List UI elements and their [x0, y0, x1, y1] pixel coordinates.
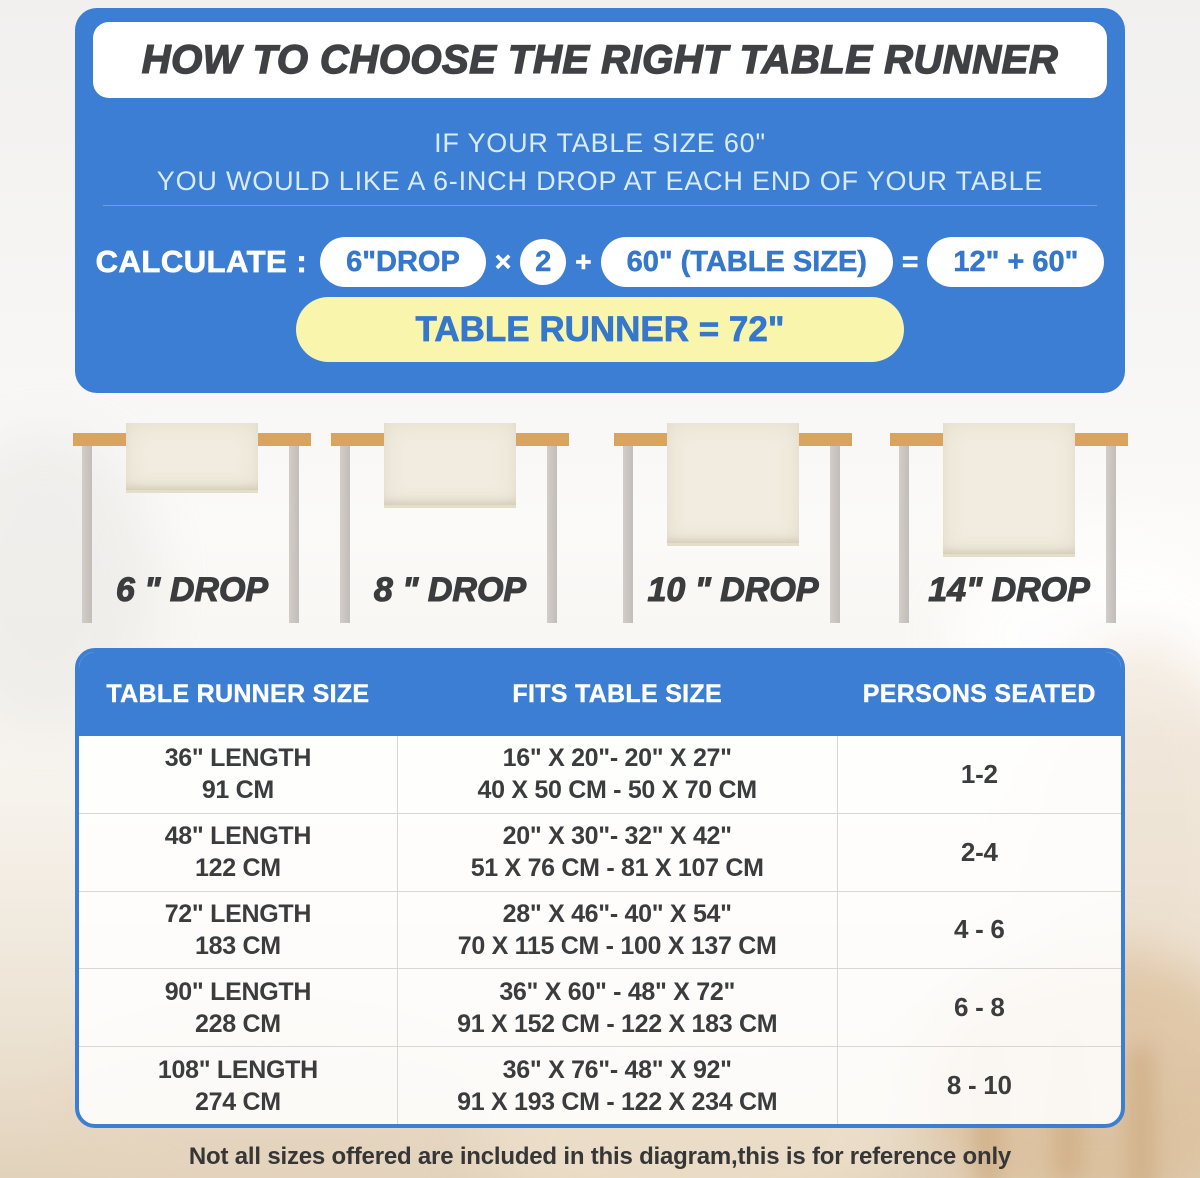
- runner-length-inches: 90" LENGTH: [164, 977, 312, 1006]
- fits-size-cell: [397, 814, 838, 891]
- table-leg-right: [1106, 445, 1116, 623]
- fits-size-cell: [397, 969, 838, 1046]
- runner-size-cell: [79, 736, 397, 813]
- drop-figure-14-inch: [890, 421, 1128, 648]
- fits-size-inches: 36" X 76"- 48" X 92": [502, 1055, 732, 1084]
- persons-seated-cell: [838, 814, 1121, 891]
- drop-examples: [0, 393, 1200, 648]
- table-leg-left: [623, 445, 633, 623]
- table-runner-cloth: [126, 423, 258, 493]
- runner-size-cell: [79, 892, 397, 969]
- result-pill: TABLE RUNNER = 72": [296, 297, 904, 362]
- runner-size-cell: [79, 1047, 397, 1124]
- table-row: [79, 1046, 1121, 1124]
- table-row: [79, 968, 1121, 1046]
- column-header-fits-table-size: FITS TABLE SIZE: [512, 679, 722, 708]
- fits-size-cm: 51 X 76 CM - 81 X 107 CM: [470, 854, 764, 883]
- runner-length-cm: 274 CM: [195, 1087, 281, 1116]
- drop-figure-8-inch: [331, 421, 569, 648]
- drop-value-pill: 6"DROP: [320, 237, 486, 287]
- page-title: HOW TO CHOOSE THE RIGHT TABLE RUNNER: [141, 37, 1059, 82]
- column-header-persons-seated: PERSONS SEATED: [862, 679, 1096, 708]
- subtitle-line-1: IF YOUR TABLE SIZE 60": [434, 128, 766, 158]
- runner-size-cell: [79, 814, 397, 891]
- calculate-label: CALCULATE :: [95, 244, 308, 279]
- fits-size-cm: 91 X 193 CM - 122 X 234 CM: [457, 1087, 778, 1116]
- title-banner: [93, 22, 1107, 98]
- fits-size-cell: [397, 1047, 838, 1124]
- drop-label: 8 " DROP: [373, 571, 527, 609]
- persons-count: 8 - 10: [946, 1069, 1012, 1100]
- persons-seated-cell: [838, 1047, 1121, 1124]
- size-chart-header: [79, 652, 1121, 736]
- table-leg-right: [830, 445, 840, 623]
- drop-label: 14" DROP: [928, 571, 1090, 609]
- table-size-pill: 60" (TABLE SIZE): [601, 237, 893, 287]
- runner-length-inches: 72" LENGTH: [164, 899, 312, 928]
- runner-length-inches: 108" LENGTH: [157, 1055, 318, 1084]
- panel-divider: [103, 205, 1097, 206]
- fits-size-cm: 40 X 50 CM - 50 X 70 CM: [477, 776, 757, 805]
- fits-size-cm: 91 X 152 CM - 122 X 183 CM: [457, 1009, 778, 1038]
- table-row: [79, 813, 1121, 891]
- runner-length-inches: 48" LENGTH: [164, 822, 312, 851]
- header-panel: [75, 8, 1125, 393]
- table-leg-left: [82, 445, 92, 623]
- column-header-runner-size: TABLE RUNNER SIZE: [106, 679, 370, 708]
- persons-count: 2-4: [960, 836, 998, 867]
- fits-size-inches: 36" X 60" - 48" X 72": [499, 977, 736, 1006]
- calculation-row: [75, 236, 1125, 288]
- reference-footnote: Not all sizes offered are included in this diagram,this is for reference only: [188, 1143, 1012, 1170]
- equals-sign: =: [901, 246, 919, 277]
- drop-label: 6 " DROP: [115, 571, 269, 609]
- fits-size-cell: [397, 892, 838, 969]
- table-row: [79, 736, 1121, 813]
- persons-count: 4 - 6: [954, 914, 1005, 945]
- multiply-sign: ×: [494, 246, 512, 277]
- runner-size-cell: [79, 969, 397, 1046]
- fits-size-inches: 20" X 30"- 32" X 42": [502, 822, 732, 851]
- persons-seated-cell: [838, 969, 1121, 1046]
- table-leg-right: [547, 445, 557, 623]
- table-row: [79, 891, 1121, 969]
- subtitle-line-2: YOU WOULD LIKE A 6-INCH DROP AT EACH END OF YOUR TABLE: [156, 166, 1044, 196]
- runner-length-cm: 183 CM: [195, 931, 281, 960]
- fits-size-inches: 28" X 46"- 40" X 54": [502, 899, 732, 928]
- persons-count: 1-2: [960, 758, 998, 789]
- sum-pill: 12" + 60": [927, 237, 1104, 287]
- table-runner-cloth: [943, 423, 1075, 557]
- fits-size-cell: [397, 736, 838, 813]
- size-chart: [75, 648, 1125, 1128]
- fits-size-cm: 70 X 115 CM - 100 X 137 CM: [457, 931, 777, 960]
- table-leg-left: [340, 445, 350, 623]
- multiplier-badge: 2: [520, 239, 566, 285]
- fits-size-inches: 16" X 20"- 20" X 27": [502, 744, 732, 773]
- persons-count: 6 - 8: [954, 992, 1005, 1023]
- table-runner-cloth: [384, 423, 516, 508]
- drop-figure-10-inch: [614, 421, 852, 648]
- size-chart-body: [79, 736, 1121, 1124]
- drop-figure-6-inch: [73, 421, 311, 648]
- table-leg-right: [289, 445, 299, 623]
- persons-seated-cell: [838, 892, 1121, 969]
- runner-length-inches: 36" LENGTH: [164, 744, 312, 773]
- runner-length-cm: 228 CM: [195, 1009, 281, 1038]
- runner-length-cm: 122 CM: [195, 854, 281, 883]
- runner-length-cm: 91 CM: [201, 776, 274, 805]
- table-leg-left: [899, 445, 909, 623]
- drop-label: 10 " DROP: [647, 571, 819, 609]
- persons-seated-cell: [838, 736, 1121, 813]
- plus-sign: +: [575, 246, 592, 277]
- table-runner-cloth: [667, 423, 799, 546]
